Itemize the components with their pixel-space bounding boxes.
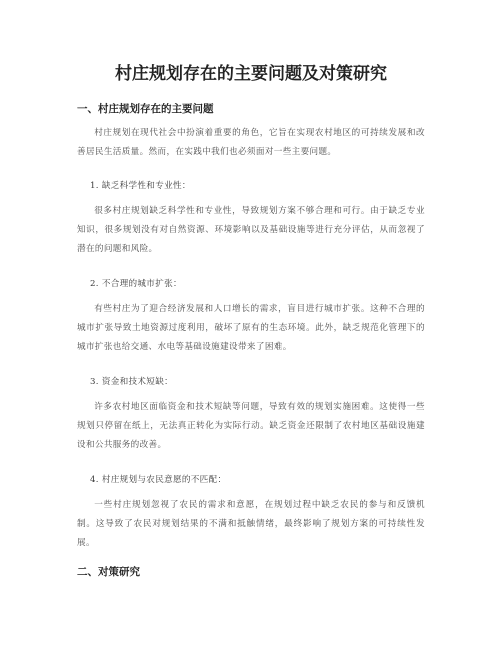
section-heading-problems: 一、村庄规划存在的主要问题 [77, 103, 214, 115]
problem-item-text-2: 有些村庄为了迎合经济发展和人口增长的需求，盲目进行城市扩张。这种不合理的城市扩张导致土地资源过度利用，破坏了原有的生态环境。此外，缺乏规范化管理下的城市扩张也给交通、水电等基础设施建设带来了困难。 [77, 304, 425, 352]
problem-item-label-1: 1. 缺乏科学性和专业性： [90, 181, 191, 191]
problem-item-label-3: 3. 资金和技术短缺： [90, 377, 173, 387]
section-heading-solutions: 二、对策研究 [77, 566, 140, 578]
problem-item-text-4: 一些村庄规划忽视了农民的需求和意愿，在规划过程中缺乏农民的参与和反馈机制。这导致了农民对规划结果的不满和抵触情绪，最终影响了规划方案的可持续性发展。 [77, 500, 425, 548]
problem-item-text-3: 许多农村地区面临资金和技术短缺等问题，导致有效的规划实施困难。这使得一些规划只停留在纸上，无法真正转化为实际行动。缺乏资金还限制了农村地区基础设施建设和公共服务的改善。 [77, 402, 425, 450]
section-intro-paragraph: 村庄规划在现代社会中扮演着重要的角色，它旨在实现农村地区的可持续发展和改善居民生活质量。然而，在实践中我们也必须面对一些主要问题。 [77, 128, 425, 157]
problem-item-label-4: 4. 村庄规划与农民意愿的不匹配： [90, 475, 227, 485]
problem-item-text-1: 很多村庄规划缺乏科学性和专业性，导致规划方案不够合理和可行。由于缺乏专业知识，很多规划没有对自然资源、环境影响以及基础设施等进行充分评估，从而忽视了潜在的问题和风险。 [77, 206, 425, 254]
page-title: 村庄规划存在的主要问题及对策研究 [115, 64, 387, 84]
problem-item-label-2: 2. 不合理的城市扩张： [90, 279, 182, 289]
